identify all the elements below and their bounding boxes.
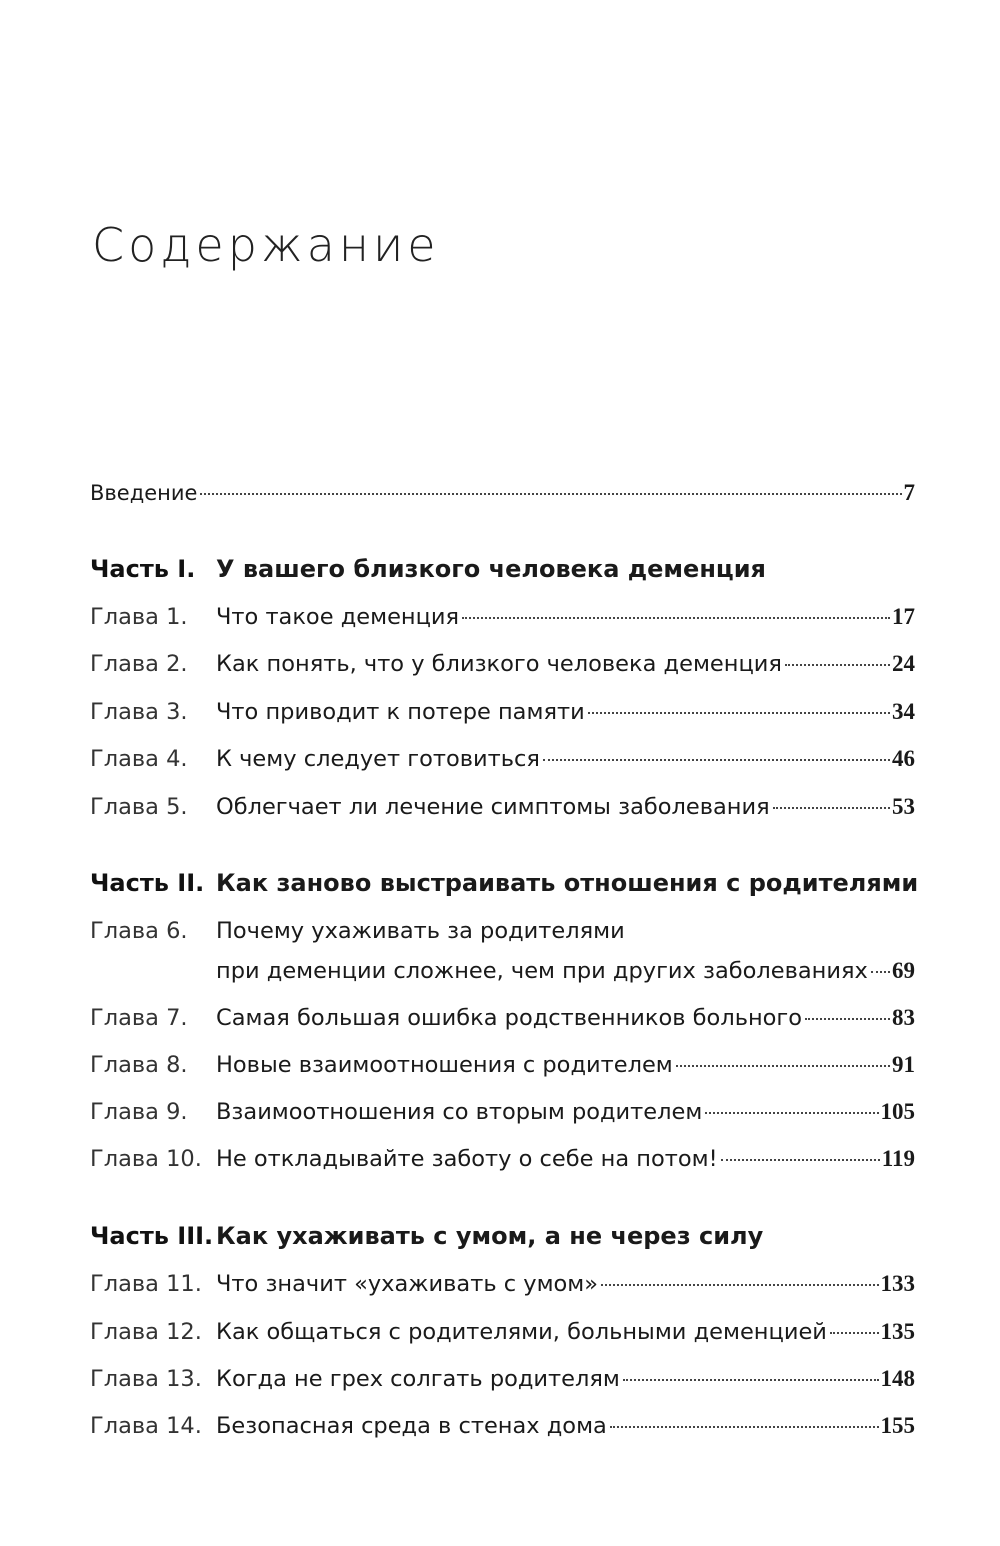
chapter-title: Облегчает ли лечение симптомы заболевания bbox=[216, 794, 770, 820]
toc-chapter-entry[interactable] bbox=[90, 1144, 915, 1174]
toc-part-heading[interactable] bbox=[90, 554, 915, 584]
chapter-title: Что такое деменция bbox=[216, 604, 460, 630]
page-number: 105 bbox=[880, 1099, 915, 1124]
chapter-title: Что значит «ухаживать с умом» bbox=[216, 1271, 599, 1297]
chapter-title: Не откладывайте заботу о себе на потом! bbox=[216, 1146, 718, 1172]
chapter-label: Глава 13. bbox=[90, 1366, 202, 1392]
dot-leader bbox=[601, 1284, 878, 1286]
toc-chapter-entry[interactable] bbox=[90, 1269, 915, 1299]
page-number: 135 bbox=[880, 1319, 915, 1344]
toc-chapter-entry[interactable] bbox=[90, 649, 915, 679]
dot-leader bbox=[462, 617, 890, 619]
chapter-title: Что приводит к потере памяти bbox=[216, 699, 585, 725]
page-number: 119 bbox=[881, 1146, 915, 1171]
chapter-label: Глава 7. bbox=[90, 1005, 188, 1031]
toc-chapter-entry[interactable] bbox=[90, 1050, 915, 1080]
page-number: 83 bbox=[892, 1005, 915, 1030]
dot-leader bbox=[871, 971, 890, 973]
chapter-title: Взаимоотношения со вторым родителем bbox=[216, 1099, 703, 1125]
toc-entry-intro[interactable] bbox=[90, 478, 915, 508]
toc-chapter-entry[interactable] bbox=[90, 697, 915, 727]
chapter-title: Новые взаимоотношения с родителем bbox=[216, 1052, 673, 1078]
chapter-label: Глава 10. bbox=[90, 1146, 202, 1172]
page-number: 155 bbox=[880, 1413, 915, 1438]
chapter-title: Почему ухаживать за родителями bbox=[216, 918, 625, 944]
toc-part-heading[interactable] bbox=[90, 868, 919, 898]
dot-leader bbox=[785, 664, 890, 666]
page-title: Содержание bbox=[92, 218, 440, 272]
dot-leader bbox=[705, 1112, 878, 1114]
chapter-label: Глава 8. bbox=[90, 1052, 188, 1078]
chapter-label: Глава 6. bbox=[90, 918, 188, 944]
toc-chapter-entry[interactable] bbox=[90, 744, 915, 774]
chapter-label: Глава 1. bbox=[90, 604, 188, 630]
toc-chapter-entry[interactable] bbox=[90, 1003, 915, 1033]
dot-leader bbox=[805, 1018, 890, 1020]
chapter-label: Глава 14. bbox=[90, 1413, 202, 1439]
chapter-label: Глава 12. bbox=[90, 1319, 202, 1345]
dot-leader bbox=[200, 493, 901, 495]
toc-part-heading[interactable] bbox=[90, 1221, 915, 1251]
chapter-title: К чему следует готовиться bbox=[216, 746, 540, 772]
part-title: Как заново выстраивать отношения с родителями bbox=[216, 869, 919, 897]
dot-leader bbox=[721, 1159, 880, 1161]
chapter-label: Глава 3. bbox=[90, 699, 188, 725]
page-number: 17 bbox=[892, 604, 915, 629]
page-number: 24 bbox=[892, 651, 915, 676]
page-number: 91 bbox=[892, 1052, 915, 1077]
chapter-title: Самая большая ошибка родственников больного bbox=[216, 1005, 803, 1031]
page-number: 148 bbox=[880, 1366, 915, 1391]
chapter-title: Как понять, что у близкого человека деменция bbox=[216, 651, 782, 677]
toc-chapter-entry[interactable] bbox=[90, 1097, 915, 1127]
dot-leader bbox=[588, 712, 890, 714]
part-title: Как ухаживать с умом, а не через силу bbox=[216, 1222, 764, 1250]
page-number: 7 bbox=[903, 480, 915, 505]
dot-leader bbox=[610, 1426, 879, 1428]
part-label: Часть III. bbox=[90, 1222, 214, 1250]
chapter-title: Когда не грех солгать родителям bbox=[216, 1366, 620, 1392]
dot-leader bbox=[773, 807, 890, 809]
dot-leader bbox=[830, 1332, 879, 1334]
toc-chapter-entry[interactable] bbox=[90, 602, 915, 632]
page-number: 46 bbox=[892, 746, 915, 771]
page-number: 133 bbox=[880, 1271, 915, 1296]
chapter-label: Глава 2. bbox=[90, 651, 188, 677]
dot-leader bbox=[676, 1065, 890, 1067]
dot-leader bbox=[623, 1379, 879, 1381]
toc-chapter-entry[interactable] bbox=[90, 1411, 915, 1441]
chapter-label: Глава 9. bbox=[90, 1099, 188, 1125]
chapter-label: Глава 4. bbox=[90, 746, 188, 772]
part-label: Часть I. bbox=[90, 555, 196, 583]
chapter-title: Безопасная среда в стенах дома bbox=[216, 1413, 607, 1439]
chapter-label: Глава 5. bbox=[90, 794, 188, 820]
chapter-title: Как общаться с родителями, больными деменцией bbox=[216, 1319, 827, 1345]
page-number: 69 bbox=[892, 958, 915, 983]
dot-leader bbox=[543, 759, 890, 761]
entry-title: Введение bbox=[90, 481, 198, 505]
page-number: 53 bbox=[892, 794, 915, 819]
chapter-label: Глава 11. bbox=[90, 1271, 202, 1297]
toc-chapter-entry[interactable] bbox=[90, 792, 915, 822]
toc-chapter-entry[interactable] bbox=[90, 1317, 915, 1347]
toc-chapter-entry-continued[interactable] bbox=[90, 956, 915, 986]
page-number: 34 bbox=[892, 699, 915, 724]
toc-chapter-entry[interactable] bbox=[90, 916, 915, 946]
toc-chapter-entry[interactable] bbox=[90, 1364, 915, 1394]
chapter-title-line2: при деменции сложнее, чем при других заболеваниях bbox=[216, 958, 868, 984]
part-title: У вашего близкого человека деменция bbox=[216, 555, 766, 583]
part-label: Часть II. bbox=[90, 869, 205, 897]
